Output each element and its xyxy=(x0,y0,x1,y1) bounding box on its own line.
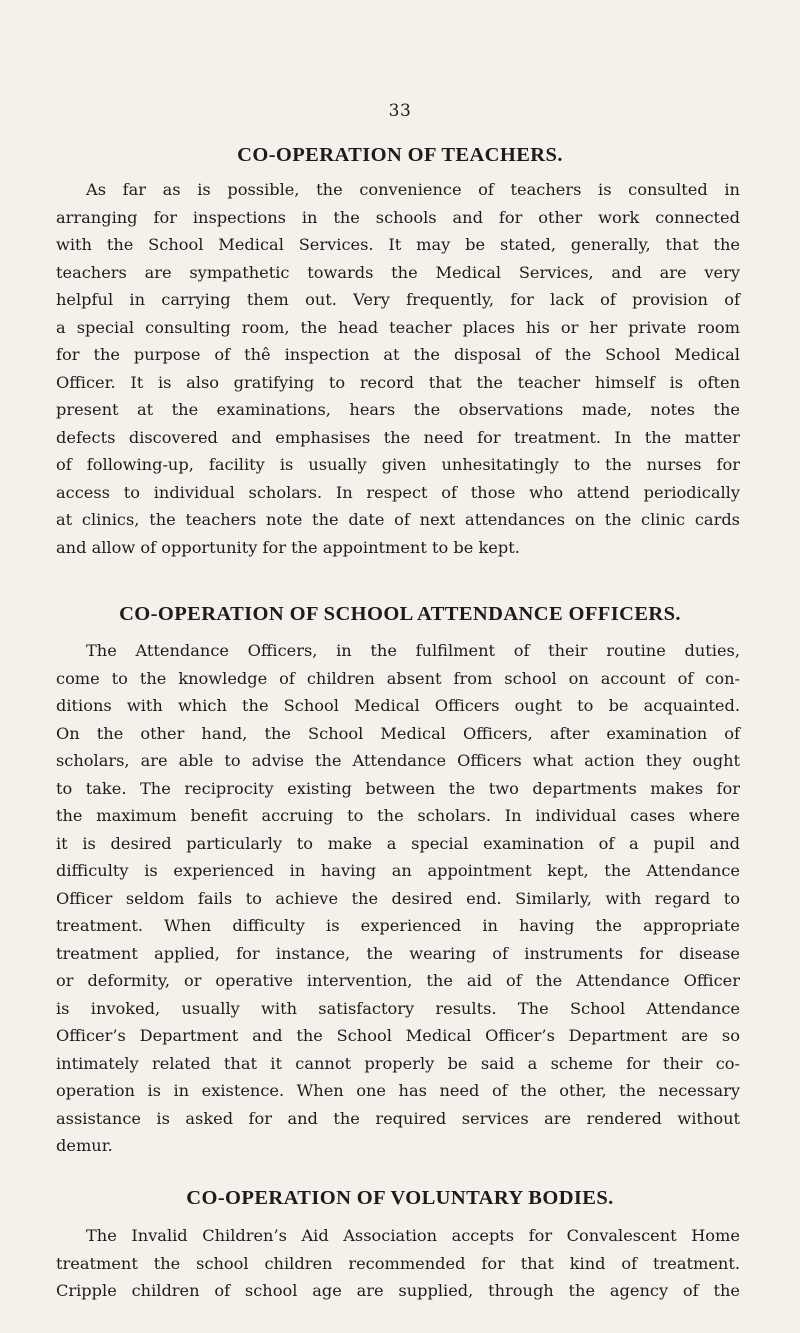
text-line: at clinics, the teachers note the date of next attendances on the clinic cards xyxy=(56,510,740,529)
text-line: or deformity, or operative intervention, the aid of the Attendance Officer xyxy=(56,971,740,990)
text-line: defects discovered and emphasises the need for treatment. In the matter xyxy=(56,427,740,447)
text-line: Officer seldom fails to achieve the desired end. Similarly, with regard to xyxy=(56,888,740,908)
text-line: is invoked, usually with satisfactory results. The School Attendance xyxy=(56,998,740,1018)
text-line: difficulty is experienced in having an appointment kept, the Attendance xyxy=(56,861,740,880)
text-line: to take. The reciprocity existing between the two departments makes for xyxy=(56,778,740,798)
text-line: assistance is asked for and the required services are rendered without xyxy=(56,1108,740,1128)
text-line: As far as is possible, the convenience of teachers is consulted in xyxy=(86,180,740,199)
text-line: access to individual scholars. In respect of those who attend periodically xyxy=(56,482,740,502)
paragraph-teachers xyxy=(56,176,740,561)
text-line: the maximum benefit accruing to the scholars. In individual cases where xyxy=(56,806,740,825)
page-number: 33 xyxy=(388,101,412,121)
text-line: and allow of opportunity for the appointment to be kept. xyxy=(56,537,520,557)
text-line: Officer’s Department and the School Medical Officer’s Department are so xyxy=(56,1026,740,1045)
paragraph-voluntary-bodies xyxy=(56,1222,740,1305)
text-line: come to the knowledge of children absent from school on account of con- xyxy=(56,668,740,688)
text-line: Officer. It is also gratifying to record that the teacher himself is often xyxy=(56,372,740,392)
text-line: helpful in carrying them out. Very frequently, for lack of provision of xyxy=(56,290,740,309)
text-line: teachers are sympathetic towards the Medical Services, and are very xyxy=(56,262,740,282)
text-line: intimately related that it cannot properly be said a scheme for their co- xyxy=(56,1053,740,1073)
text-line: of following-up, facility is usually given unhesitatingly to the nurses for xyxy=(56,455,740,474)
text-line: treatment applied, for instance, the wearing of instruments for disease xyxy=(56,943,740,963)
text-line: with the School Medical Services. It may be stated, generally, that the xyxy=(56,235,740,254)
text-line: The Attendance Officers, in the fulfilment of their routine duties, xyxy=(86,641,740,660)
text-line: operation is in existence. When one has need of the other, the necessary xyxy=(56,1081,740,1100)
text-line: On the other hand, the School Medical Officers, after examination of xyxy=(56,723,740,743)
text-line: a special consulting room, the head teacher places his or her private room xyxy=(56,317,740,337)
text-line: ditions with which the School Medical Officers ought to be acquainted. xyxy=(56,696,740,715)
paragraph-attendance-officers xyxy=(56,637,740,1160)
text-line: it is desired particularly to make a special examination of a pupil and xyxy=(56,833,740,853)
heading-cooperation-of-teachers: CO-OPERATION OF TEACHERS. xyxy=(237,144,563,166)
text-line: arranging for inspections in the schools and for other work connected xyxy=(56,207,740,227)
text-line: for the purpose of thê inspection at the disposal of the School Medical xyxy=(56,345,740,364)
heading-cooperation-of-voluntary-bodies: CO-OPERATION OF VOLUNTARY BODIES. xyxy=(186,1187,614,1209)
text-line: demur. xyxy=(56,1136,113,1155)
heading-cooperation-of-attendance-officers: CO-OPERATION OF SCHOOL ATTENDANCE OFFICERS. xyxy=(119,603,681,625)
text-line: scholars, are able to advise the Attendance Officers what action they ought xyxy=(56,751,740,770)
text-line: present at the examinations, hears the observations made, notes the xyxy=(56,400,740,419)
text-line: Cripple children of school age are supplied, through the agency of the xyxy=(56,1281,740,1300)
text-line: The Invalid Children’s Aid Association accepts for Convalescent Home xyxy=(86,1226,740,1245)
text-line: treatment. When difficulty is experienced in having the appropriate xyxy=(56,916,740,935)
text-line: treatment the school children recommended for that kind of treatment. xyxy=(56,1253,740,1273)
